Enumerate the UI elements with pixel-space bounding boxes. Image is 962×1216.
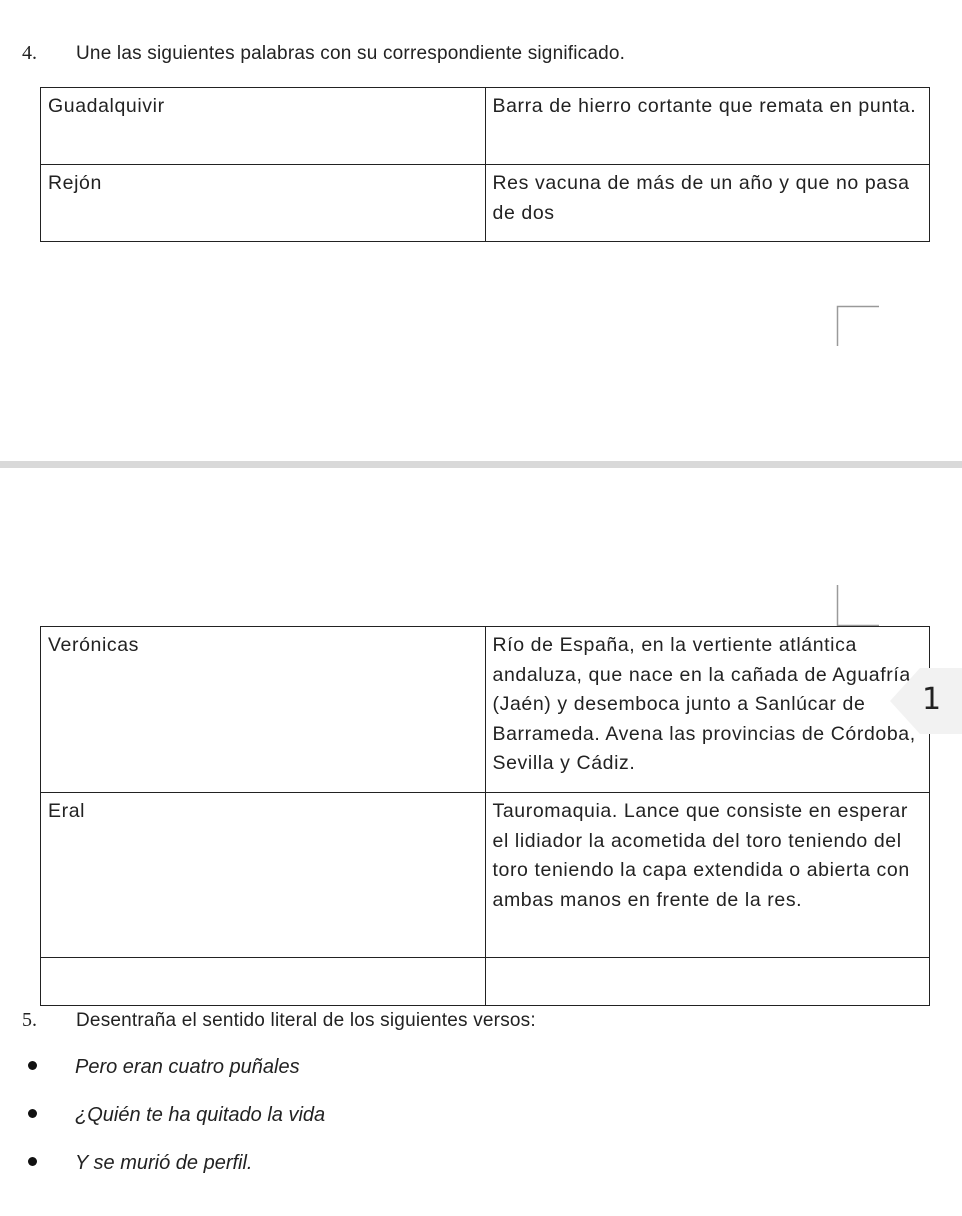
definition-cell[interactable]: Tauromaquia. Lance que consiste en esperar el lidiador la acometida del toro teniendo del toro teniendo la capa extendida o abierta con ambas manos en frente de la res. bbox=[485, 793, 930, 958]
question-4-text: Une las siguientes palabras con su correspondiente significado. bbox=[76, 43, 626, 64]
verse-text: ¿Quién te ha quitado la vida bbox=[75, 1104, 326, 1126]
word-cell[interactable] bbox=[41, 958, 486, 1006]
page-margin-corner-mark bbox=[836, 585, 880, 627]
table-row bbox=[41, 958, 930, 1006]
question-4-number: 4. bbox=[22, 42, 37, 64]
bullet-icon bbox=[28, 1061, 37, 1070]
table-row bbox=[41, 88, 930, 165]
verse-item bbox=[28, 1152, 253, 1175]
table-row bbox=[41, 165, 930, 242]
page-margin-corner-mark bbox=[836, 305, 880, 347]
verse-item bbox=[28, 1104, 325, 1127]
verse-text: Y se murió de perfil. bbox=[75, 1152, 253, 1174]
definition-cell[interactable]: Río de España, en la vertiente atlántica andaluza, que nace en la cañada de Aguafría (Jaén) y desemboca junto a Sanlúcar de Barrameda. Avena las provincias de Córdoba, Sevilla y Cádiz. bbox=[485, 627, 930, 793]
comment-count[interactable]: 1 bbox=[922, 682, 942, 717]
word-cell[interactable]: Guadalquivir bbox=[41, 88, 486, 165]
page-break-separator bbox=[0, 461, 962, 468]
definition-cell[interactable] bbox=[485, 958, 930, 1006]
bullet-icon bbox=[28, 1109, 37, 1118]
verse-text: Pero eran cuatro puñales bbox=[75, 1056, 300, 1078]
table-row bbox=[41, 793, 930, 958]
matching-table-top bbox=[40, 87, 930, 242]
bullet-icon bbox=[28, 1157, 37, 1166]
definition-cell[interactable]: Barra de hierro cortante que remata en punta. bbox=[485, 88, 930, 165]
question-5-text: Desentraña el sentido literal de los siguientes versos: bbox=[76, 1010, 536, 1031]
matching-table-bottom bbox=[40, 626, 930, 1006]
word-cell[interactable]: Verónicas bbox=[41, 627, 486, 793]
word-cell[interactable]: Eral bbox=[41, 793, 486, 958]
verse-item bbox=[28, 1056, 300, 1079]
question-5-number: 5. bbox=[22, 1009, 37, 1031]
table-row bbox=[41, 627, 930, 793]
definition-cell[interactable]: Res vacuna de más de un año y que no pasa de dos bbox=[485, 165, 930, 242]
word-cell[interactable]: Rejón bbox=[41, 165, 486, 242]
